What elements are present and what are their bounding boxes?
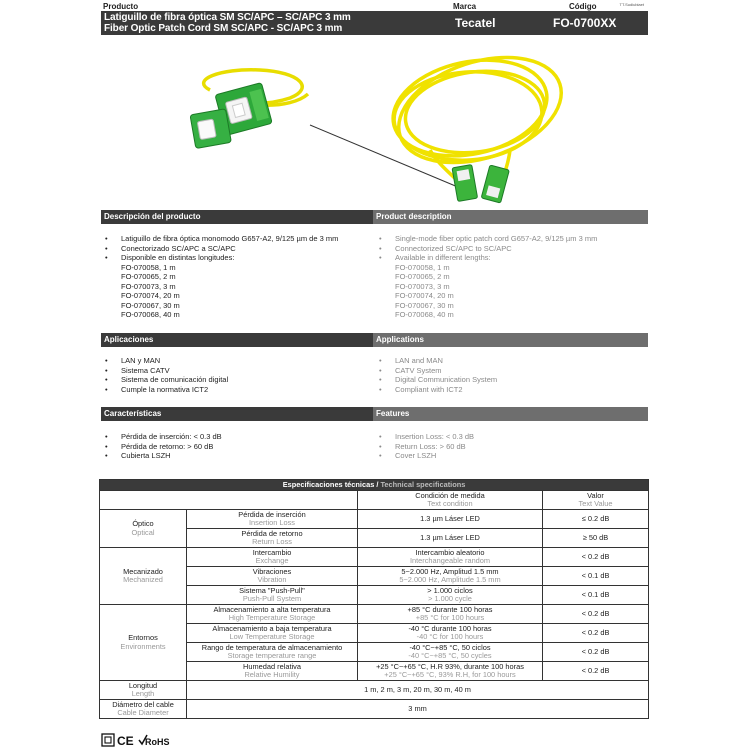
ce-mark-icon: CE (117, 734, 134, 747)
list-item: • Available in different lengths: (375, 253, 597, 263)
applications-list-es (101, 356, 228, 394)
specs-table (99, 479, 649, 719)
product-code: FO-0700XX (553, 16, 617, 30)
table-row (100, 510, 649, 529)
value-length: 1 m, 2 m, 3 m, 20 m, 30 m, 40 m (187, 681, 649, 700)
value-lowtemp: < 0.2 dB (543, 624, 649, 643)
title-bar (101, 11, 648, 35)
cond-vibration: 5~2.000 Hz, Amplitud 1.5 mm 5~2.000 Hz, Amplitude 1.5 mm (358, 567, 543, 586)
value-diameter: 3 mm (187, 700, 649, 719)
certification-logos (101, 733, 171, 747)
svg-text:RoHS: RoHS (145, 737, 170, 747)
list-item: FO-070068, 40 m (395, 310, 454, 319)
list-item: • LAN y MAN (101, 356, 228, 366)
cond-return: 1.3 µm Láser LED (358, 529, 543, 548)
section-header-applications-es: Aplicaciones (101, 333, 373, 347)
bottom-connector-left (452, 165, 478, 202)
cond-lowtemp: -40 °C durante 100 horas -40 °C for 100 hours (358, 624, 543, 643)
param-temprange: Rango de temperatura de almacenamiento Storage temperature range (187, 643, 358, 662)
list-item: • Digital Communication System (375, 375, 497, 385)
list-item: FO-070074, 20 m (395, 291, 454, 300)
applications-list-en (375, 356, 497, 394)
rohs-icon (139, 735, 170, 747)
list-item: • Insertion Loss: < 0.3 dB (375, 432, 474, 442)
list-item: FO-070065, 2 m (121, 272, 176, 281)
list-item: FO-070073, 3 m (121, 281, 176, 291)
group-mechanical: Mecanizado Mechanized (100, 548, 187, 605)
list-item: FO-070067, 30 m (121, 300, 180, 310)
list-item: FO-070073, 3 m (395, 281, 450, 291)
section-header-features-en: Features (373, 407, 648, 421)
param-return: Pérdida de retorno Return Loss (187, 529, 358, 548)
param-exchange: Intercambio Exchange (187, 548, 358, 567)
product-photo (130, 50, 630, 205)
specs-table-header (100, 480, 649, 491)
list-item: • Compliant with ICT2 (375, 385, 497, 395)
list-item: • CATV System (375, 366, 497, 376)
list-item: • Cubierta LSZH (101, 451, 222, 461)
bottom-connector-right (481, 165, 509, 203)
cond-humidity: +25 °C~+65 °C, H.R 93%, durante 100 horas +25 °C~+65 °C, 93% R.H, for 100 hours (358, 662, 543, 681)
specs-title-en: Technical specifications (380, 480, 466, 489)
list-item: • Pérdida de retorno: > 60 dB (101, 442, 222, 452)
section-header-description-en: Product description (373, 210, 648, 224)
description-list-es (101, 234, 338, 320)
table-row (100, 681, 649, 700)
value-hightemp: < 0.2 dB (543, 605, 649, 624)
value-insertion: ≤ 0.2 dB (543, 510, 649, 529)
value-humidity: < 0.2 dB (543, 662, 649, 681)
list-item: FO-070058, 1 m (121, 262, 176, 272)
left-connector-image-2 (190, 109, 231, 149)
param-insertion: Pérdida de inserción Insertion Loss (187, 510, 358, 529)
table-row (100, 605, 649, 624)
list-item: • Sistema CATV (101, 366, 228, 376)
cond-temprange: -40 °C~+85 °C, 50 ciclos -40 °C~+85 °C, 50 cycles (358, 643, 543, 662)
product-title-en: Fiber Optic Patch Cord SM SC/APC - SC/APC 3 mm (104, 23, 343, 34)
description-list-en (375, 234, 597, 320)
section-header-features-es: Características (101, 407, 373, 421)
list-item: • Cumple la normativa ICT2 (101, 385, 228, 395)
list-item: FO-070065, 2 m (395, 272, 450, 281)
list-item: FO-070068, 40 m (121, 310, 180, 319)
label-marca: Marca (453, 2, 477, 11)
list-item: FO-070067, 30 m (395, 300, 454, 310)
brand-name: Tecatel (455, 16, 496, 30)
col-value-header: Valor Text Value (543, 491, 649, 510)
group-optical: Óptico Optical (100, 510, 187, 548)
param-lowtemp: Almacenamiento a baja temperatura Low Temperature Storage (187, 624, 358, 643)
list-item: • Connectorized SC/APC to SC/APC (375, 244, 597, 254)
features-list-en (375, 432, 474, 461)
list-item: FO-070058, 1 m (395, 262, 450, 272)
value-exchange: < 0.2 dB (543, 548, 649, 567)
header-note: TT.Sudiubiaet (619, 2, 644, 7)
class-ii-icon (102, 734, 114, 746)
col-condition-header: Condición de medida Text condition (358, 491, 543, 510)
cond-pushpull: > 1.000 ciclos > 1.000 cycle (358, 586, 543, 605)
param-hightemp: Almacenamiento a alta temperatura High Temperature Storage (187, 605, 358, 624)
list-item: • Cover LSZH (375, 451, 474, 461)
specs-title-es: Especificaciones técnicas / (282, 480, 379, 489)
param-vibration: Vibraciones Vibration (187, 567, 358, 586)
table-row (100, 700, 649, 719)
section-header-applications-en: Applications (373, 333, 648, 347)
group-environment: Entornos Environments (100, 605, 187, 681)
list-item: • Latiguillo de fibra óptica monomodo G657-A2, 9/125 µm de 3 mm (101, 234, 338, 244)
table-row (100, 491, 649, 510)
cond-exchange: Intercambio aleatorio Interchangeable random (358, 548, 543, 567)
list-item: • Sistema de comunicación digital (101, 375, 228, 385)
label-producto: Producto (103, 2, 139, 11)
value-pushpull: < 0.1 dB (543, 586, 649, 605)
specs-title (100, 480, 649, 491)
main-cable-coil (384, 50, 575, 190)
cond-insertion: 1.3 µm Láser LED (358, 510, 543, 529)
list-item: • Disponible en distintas longitudes: (101, 253, 338, 263)
list-item: FO-070074, 20 m (121, 291, 180, 300)
param-length: Longitud Length (100, 681, 187, 700)
param-diameter: Diámetro del cable Cable Diameter (100, 700, 187, 719)
table-row (100, 548, 649, 567)
value-return: ≥ 50 dB (543, 529, 649, 548)
param-humidity: Humedad relativa Relative Humility (187, 662, 358, 681)
list-item: • Conectorizado SC/APC a SC/APC (101, 244, 338, 254)
value-vibration: < 0.1 dB (543, 567, 649, 586)
label-codigo: Código (569, 2, 597, 11)
features-list-es (101, 432, 222, 461)
list-item: • Single-mode fiber optic patch cord G657-A2, 9/125 µm 3 mm (375, 234, 597, 244)
list-item: • Return Loss: > 60 dB (375, 442, 474, 452)
param-pushpull: Sistema "Push-Pull" Push-Pull System (187, 586, 358, 605)
list-item: • LAN and MAN (375, 356, 497, 366)
product-title-es: Latiguillo de fibra óptica SM SC/APC – SC/APC 3 mm (104, 12, 351, 23)
cond-hightemp: +85 °C durante 100 horas +85 °C for 100 hours (358, 605, 543, 624)
value-temprange: < 0.2 dB (543, 643, 649, 662)
list-item: • Pérdida de inserción: < 0.3 dB (101, 432, 222, 442)
section-header-description-es: Descripción del producto (101, 210, 373, 224)
